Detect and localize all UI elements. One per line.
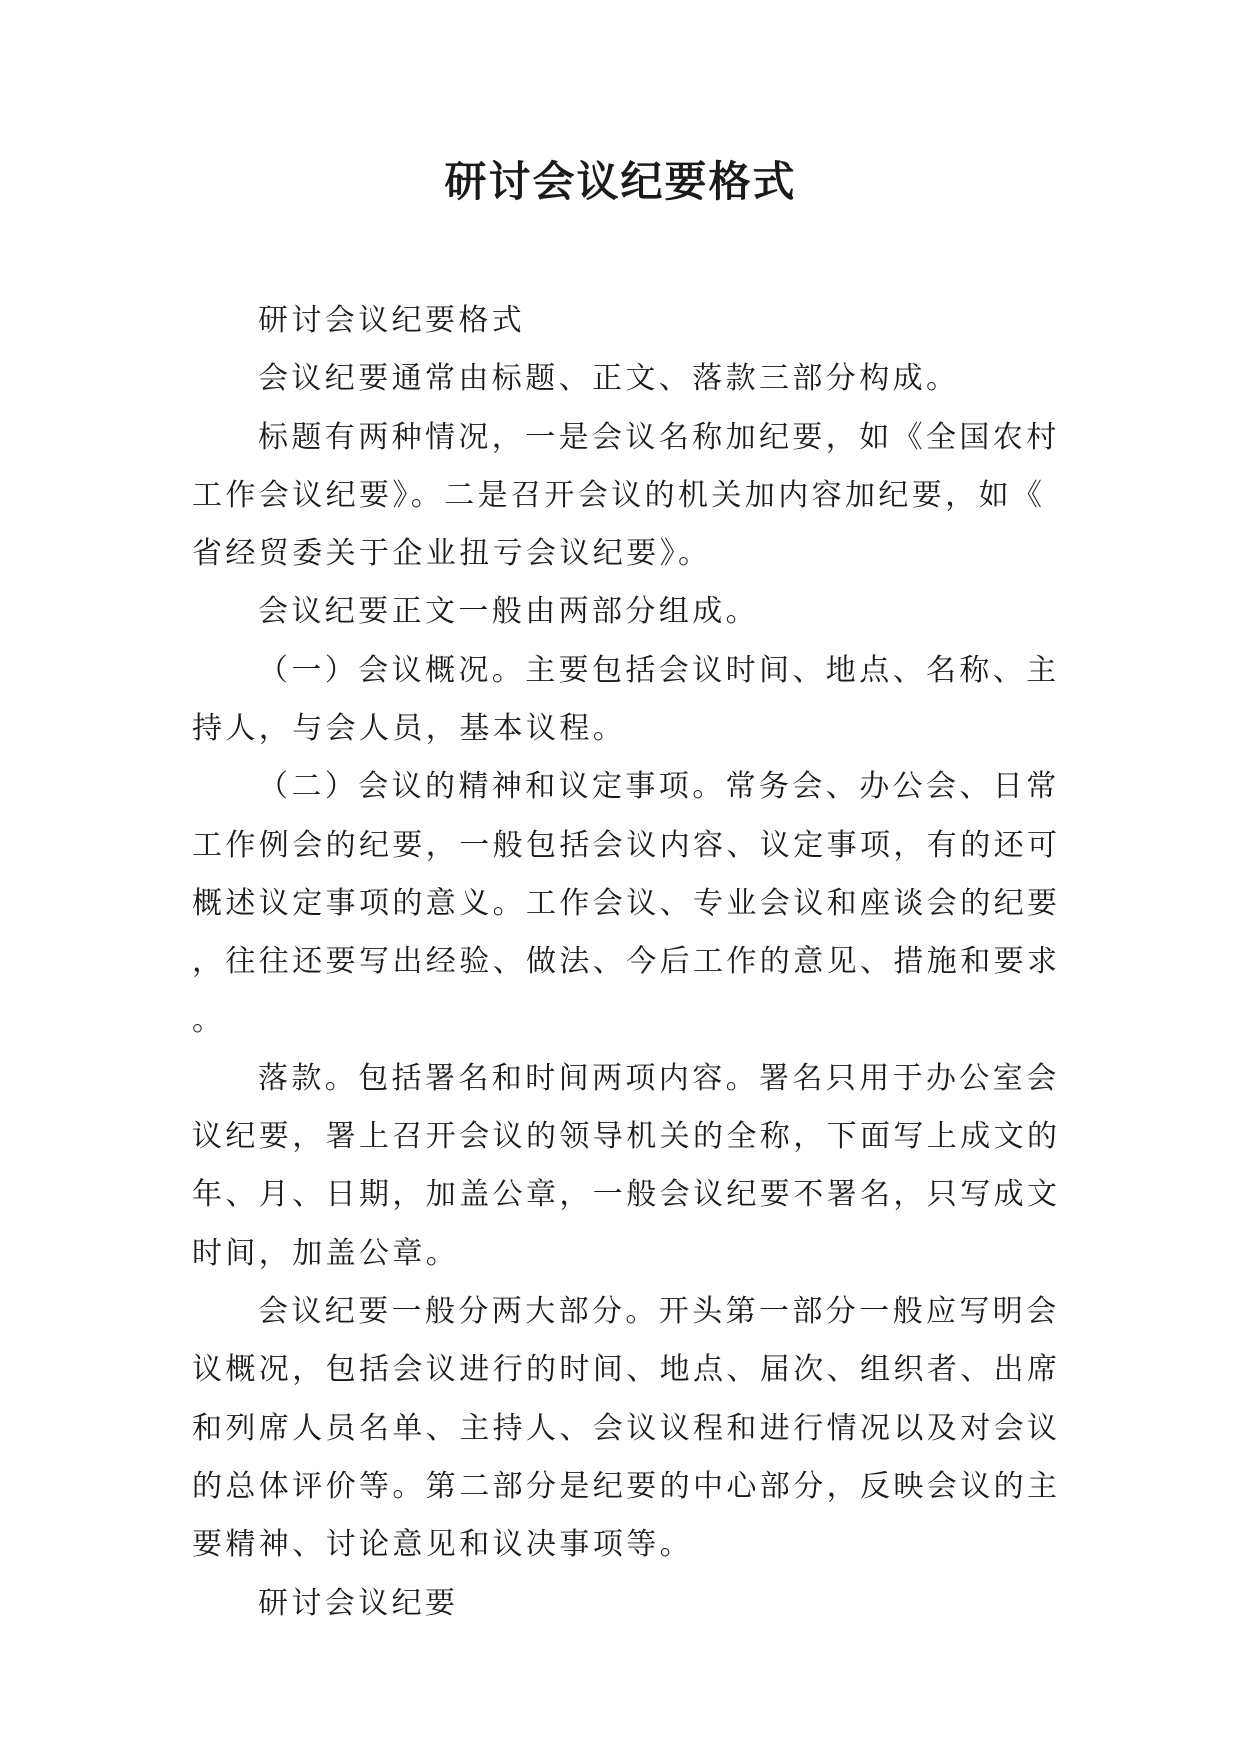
paragraph-overview: （一）会议概况。主要包括会议时间、地点、名称、主持人，与会人员，基本议程。 <box>192 652 1060 747</box>
paragraph-signature: 落款。包括署名和时间两项内容。署名只用于办公室会议纪要，署上召开会议的领导机关的全称，下面写上成文的年、月、日期，加盖公章，一般会议纪要不署名，只写成文时间，加盖公章。 <box>192 1060 1061 1271</box>
paragraph-two-parts: 会议纪要一般分两大部分。开头第一部分一般应写明会议概况，包括会议进行的时间、地点、届次、组织者、出席和列席人员名单、主持人、会议议程和进行情况以及对会议的总体评价等。第二部分是纪要的中心部分，反映会议的主要精神、讨论意见和议决事项等。 <box>192 1294 1061 1563</box>
paragraph-closing-heading: 研讨会议纪要 <box>258 1585 459 1621</box>
paragraph-body-intro: 会议纪要正文一般由两部分组成。 <box>258 594 759 630</box>
document-title: 研讨会议纪要格式 <box>444 157 797 206</box>
document-body <box>192 292 1062 1633</box>
paragraph-matters: （二）会议的精神和议定事项。常务会、办公会、日常工作例会的纪要，一般包括会议内容、议定事项，有的还可概述议定事项的意义。工作会议、专业会议和座谈会的纪要，往往还要写出经验、做法、今后工作的意见、措施和要求。 <box>192 769 1061 1038</box>
paragraph-structure: 会议纪要通常由标题、正文、落款三部分构成。 <box>258 361 960 397</box>
paragraph-heading: 研讨会议纪要格式 <box>258 303 526 338</box>
paragraph-title-types: 标题有两种情况，一是会议名称加纪要，如《全国农村工作会议纪要》。二是召开会议的机关加内容加纪要，如《省经贸委关于企业扭亏会议纪要》。 <box>192 419 1060 572</box>
